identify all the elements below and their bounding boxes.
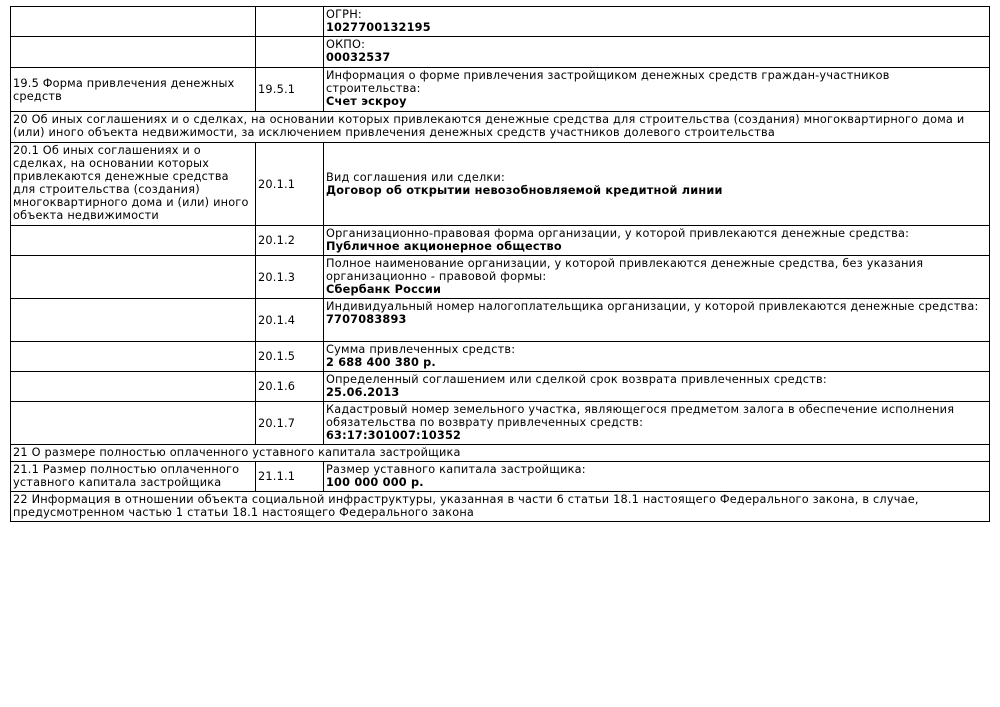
code-cell: 20.1.4 [256,299,324,342]
table-row [11,492,990,522]
code-cell: 20.1.1 [256,143,324,226]
table-row [11,7,990,37]
info-cell [324,7,990,37]
code-cell: 20.1.6 [256,372,324,402]
field-value: 63:17:301007:10352 [326,429,462,442]
field-value: 7707083893 [326,313,407,326]
table-row [11,256,990,299]
field-value: 2 688 400 380 р. [326,356,436,369]
field-label: Кадастровый номер земельного участка, являющегося предметом залога в обеспечение исполнения обязательства по возврату привлеченных средств: [326,403,955,429]
section-cell [11,342,256,372]
info-cell [324,226,990,256]
field-value: Публичное акционерное общество [326,240,562,253]
section-cell [11,402,256,445]
info-cell [324,37,990,68]
code-cell: 19.5.1 [256,68,324,112]
table-row [11,462,990,492]
developer-info-table [10,6,990,522]
field-label: Информация о форме привлечения застройщиком денежных средств граждан-участников строительства: [326,69,890,95]
section-cell [11,226,256,256]
info-cell [324,256,990,299]
section-cell: 19.5 Форма привлечения денежных средств [11,68,256,112]
code-cell: 20.1.3 [256,256,324,299]
field-label: Индивидуальный номер налогоплательщика организации, у которой привлекаются денежные средства: [326,300,979,313]
field-value: 00032537 [326,51,391,64]
info-cell [324,342,990,372]
code-cell [256,7,324,37]
field-value: 1027700132195 [326,21,431,34]
info-cell [324,462,990,492]
section-header-22: 22 Информация в отношении объекта социальной инфраструктуры, указанная в части 6 статьи 18.1 настоящего Федерального закона, в случае, предусмотренном частью 1 статьи 18.1 настоящего Федерального закона [11,492,990,522]
field-label: Вид соглашения или сделки: [326,171,505,184]
table-row [11,68,990,112]
section-cell [11,299,256,342]
section-cell [11,256,256,299]
table-row [11,143,990,226]
section-cell [11,372,256,402]
section-cell: 21.1 Размер полностью оплаченного уставного капитала застройщика [11,462,256,492]
code-cell: 21.1.1 [256,462,324,492]
section-cell: 20.1 Об иных соглашениях и о сделках, на основании которых привлекаются денежные средства для строительства (создания) многоквартирного дома и (или) иного объекта недвижимости [11,143,256,226]
section-cell [11,37,256,68]
document-page [10,6,990,522]
field-label: Размер уставного капитала застройщика: [326,463,586,476]
table-row [11,226,990,256]
field-value: Договор об открытии невозобновляемой кредитной линии [326,184,723,197]
field-value: Счет эскроу [326,95,407,108]
field-value: Сбербанк России [326,283,442,296]
field-label: Организационно-правовая форма организации, у которой привлекаются денежные средства: [326,227,910,240]
field-value: 25.06.2013 [326,386,400,399]
info-cell [324,143,990,226]
table-row [11,299,990,342]
field-value: 100 000 000 р. [326,476,424,489]
section-header-20: 20 Об иных соглашениях и о сделках, на основании которых привлекаются денежные средства для строительства (создания) многоквартирного дома и (или) иного объекта недвижимости, за исключением привлечения денежных средств участников долевого строительства [11,112,990,143]
section-header-21: 21 О размере полностью оплаченного уставного капитала застройщика [11,445,990,462]
field-label: Полное наименование организации, у которой привлекаются денежные средства, без указания организационно - правовой формы: [326,257,924,283]
info-cell [324,372,990,402]
table-row [11,445,990,462]
info-cell [324,402,990,445]
table-row [11,112,990,143]
info-cell [324,68,990,112]
table-row [11,372,990,402]
field-label: ОКПО: [326,38,366,51]
code-cell: 20.1.2 [256,226,324,256]
field-label: Сумма привлеченных средств: [326,343,516,356]
table-row [11,37,990,68]
field-label: Определенный соглашением или сделкой срок возврата привлеченных средств: [326,373,827,386]
field-label: ОГРН: [326,8,362,21]
section-cell [11,7,256,37]
code-cell: 20.1.5 [256,342,324,372]
info-cell [324,299,990,342]
code-cell [256,37,324,68]
table-row [11,342,990,372]
code-cell: 20.1.7 [256,402,324,445]
table-row [11,402,990,445]
